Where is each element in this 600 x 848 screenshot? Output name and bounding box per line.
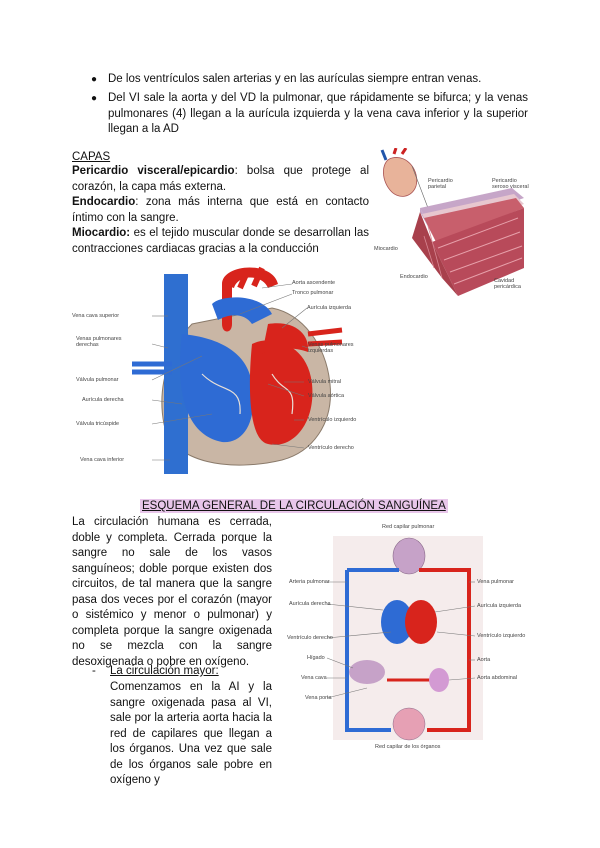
endocardio-text: : zona más interna que está en contacto íntimo con la sangre. <box>72 196 369 224</box>
label-aorta-abdominal: Aorta abdominal <box>477 675 518 681</box>
circulation-sub-heading: - La circulación mayor: <box>110 664 219 680</box>
label-pericardio-parietal: Pericardio parietal <box>428 178 453 190</box>
bullet-1-text: De los ventrículos salen arterias y en las aurículas siempre entran venas. <box>108 73 482 85</box>
label-auricula-izquierda: Aurícula izquierda <box>307 305 352 311</box>
heart-cross-section-figure <box>72 264 372 474</box>
bullet-2-text: Del VI sale la aorta y del VD la pulmonar, que rápidamente se bifurca; y la venas pulmonares (4) llegan a la aurícula izquierda y la vena cava inferior y la superior llegan a la AD <box>108 92 528 135</box>
label-aorta-ascendente: Aorta ascendente <box>292 280 336 286</box>
label-venas-pulmonares-izq: Venas pulmonares izquierdas <box>308 342 354 354</box>
circulation-sub-text: Comenzamos en la AI y la sangre oxigenada pasa al VI, sale por la arteria aorta hacia la red de capilares que llegan a los órganos. Una vez que sale de los órganos sale pobre en oxígeno y <box>110 681 272 786</box>
label-valvula-tricuspide: Válvula tricúspide <box>76 421 120 427</box>
heart-layers-figure <box>372 148 532 300</box>
label-valvula-pulmonar: Válvula pulmonar <box>76 377 119 383</box>
label-auricula-derecha: Aurícula derecha <box>82 397 124 403</box>
label-vena-pulmonar: Vena pulmonar <box>477 579 514 585</box>
circulation-schematic-figure <box>287 520 530 752</box>
label-venas-pulmonares-der: Venas pulmonares derechas <box>76 336 122 348</box>
dash-bullet: - <box>92 665 96 677</box>
label-miocardio: Miocardio <box>374 246 398 252</box>
label-auricula-derecha-circ: Aurícula derecha <box>289 601 331 607</box>
label-valvula-mitral: Válvula mitral <box>308 379 342 385</box>
label-ventriculo-izquierdo: Ventrículo izquierdo <box>308 417 357 423</box>
label-ventriculo-derecho-circ: Ventrículo derecho <box>287 635 333 641</box>
bullet-1 <box>91 72 528 88</box>
circulation-heading: ESQUEMA GENERAL DE LA CIRCULACIÓN SANGUÍNEA <box>142 500 446 512</box>
label-ventriculo-izquierdo-circ: Ventrículo izquierdo <box>477 633 526 639</box>
miocardio-term: Miocardio: <box>72 227 131 239</box>
label-tronco-pulmonar: Tronco pulmonar <box>292 290 334 296</box>
capas-heading: CAPAS <box>72 151 111 163</box>
label-pericardio-seroso: Pericardio seroso visceral <box>492 178 529 190</box>
bullet-dot: ● <box>91 93 98 104</box>
label-cavidad-pericardica: Cavidad pericárdica <box>494 278 521 290</box>
label-red-capilar-organos: Red capilar de los órganos <box>375 744 441 750</box>
label-valvula-aortica: Válvula aórtica <box>308 393 345 399</box>
label-arteria-pulmonar: Arteria pulmonar <box>289 579 330 585</box>
endocardio-term: Endocardio <box>72 196 136 208</box>
label-higado: Hígado <box>307 655 325 661</box>
pericardio-text: : bolsa que protege al corazón, la capa más externa. <box>72 165 370 193</box>
label-vena-cava-circ: Vena cava <box>301 675 327 681</box>
circulation-intro: La circulación humana es cerrada, doble y completa. Cerrada porque la sangre no sale de los vasos sanguíneos; doble porque existen dos circuitos, de tal manera que la sangre pasa dos veces por el corazón (mayor o sistémico y menor o pulmonar) y completa porque la sangre oxigenada no se mezcla con la sangre desoxigenada o pobre en oxígeno. <box>72 516 272 668</box>
label-endocardio: Endocardio <box>400 274 428 280</box>
bullet-2 <box>91 91 528 138</box>
label-vena-cava-inferior: Vena cava inferior <box>80 457 125 463</box>
label-ventriculo-derecho: Ventrículo derecho <box>308 445 354 451</box>
label-auricula-izquierda-circ: Aurícula izquierda <box>477 603 522 609</box>
bullet-dot: ● <box>91 74 98 85</box>
pericardio-term: Pericardio visceral/epicardio <box>72 165 235 177</box>
label-vena-porta: Vena porta <box>305 695 332 701</box>
label-vena-cava-superior: Vena cava superior <box>72 313 120 319</box>
miocardio-text: es el tejido muscular donde se desarrollan las contracciones cardiacas gracias a la conducción <box>72 227 369 255</box>
capas-text <box>72 164 369 257</box>
label-red-capilar-pulmonar: Red capilar pulmonar <box>382 524 435 530</box>
label-aorta-circ: Aorta <box>477 657 491 663</box>
